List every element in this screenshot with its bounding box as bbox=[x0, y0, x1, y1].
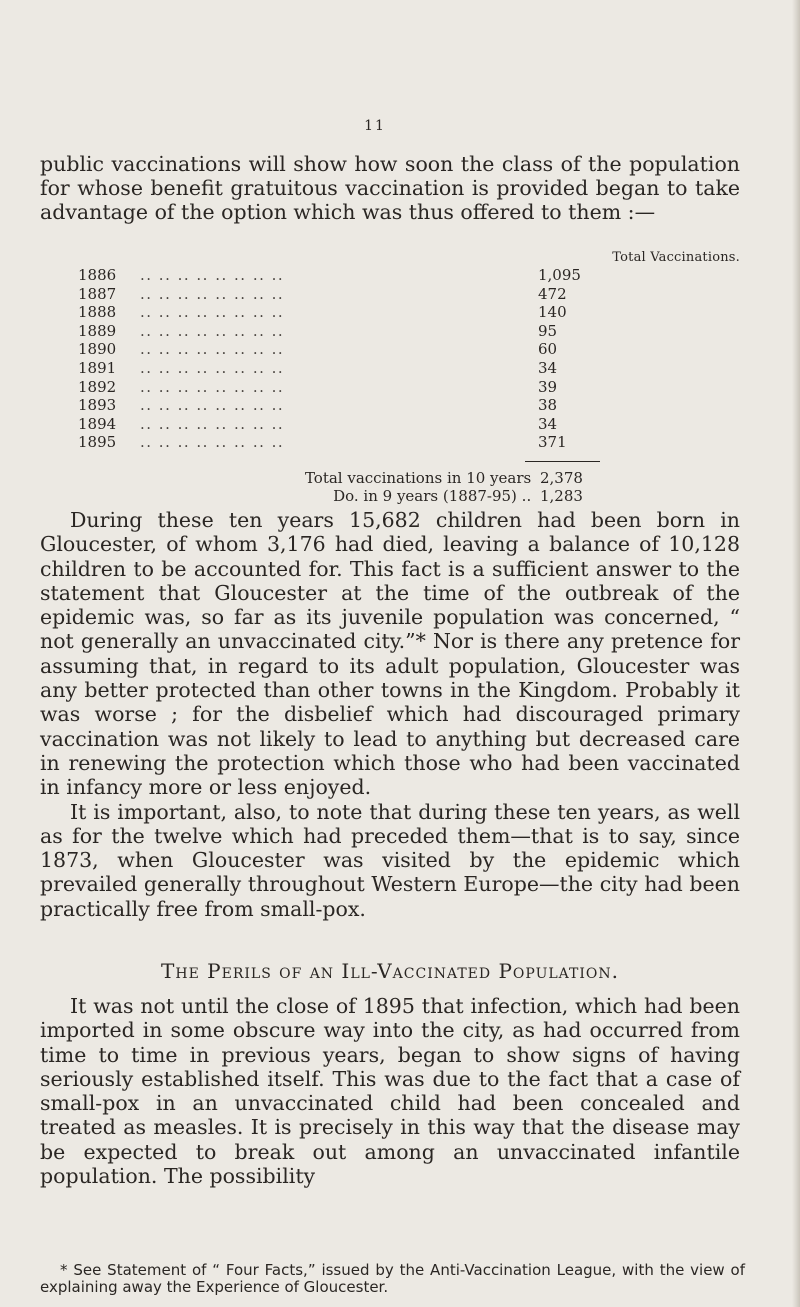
summary-row-nine-years bbox=[200, 487, 600, 505]
row-count: 34 bbox=[538, 358, 558, 377]
footnote bbox=[40, 1262, 745, 1296]
summary-label: Total vaccinations in 10 years bbox=[304, 469, 532, 487]
row-year: 1890 bbox=[78, 340, 117, 359]
row-year: 1892 bbox=[78, 377, 117, 396]
intro-paragraph: public vaccinations will show how soon the class of the population for whose benefit gratuitous vaccination is provided began to take advantage of the option which was thus offered to them :— bbox=[40, 152, 740, 224]
row-dot-leader: .. .. .. .. .. .. .. .. bbox=[140, 396, 285, 415]
row-year: 1894 bbox=[78, 414, 117, 433]
row-dot-leader: .. .. .. .. .. .. .. .. bbox=[140, 284, 285, 303]
summary-value: 1,283 bbox=[540, 487, 583, 505]
row-dot-leader: .. .. .. .. .. .. .. .. bbox=[140, 414, 285, 433]
body-section-one bbox=[40, 508, 740, 921]
row-dot-leader: .. .. .. .. .. .. .. .. bbox=[140, 358, 285, 377]
table-row bbox=[78, 378, 598, 397]
row-count: 95 bbox=[538, 321, 558, 340]
row-dot-leader: .. .. .. .. .. .. .. .. bbox=[140, 433, 285, 452]
body-paragraph: It is important, also, to note that during these ten years, as well as for the twelve which had preceded them—that is to say, since 1873, when Gloucester was visited by the epidemic which prevailed generally throughout Western Europe—the city had been practically free from small-pox. bbox=[40, 799, 740, 921]
row-year: 1895 bbox=[78, 433, 117, 452]
table-row bbox=[78, 340, 598, 359]
row-year: 1893 bbox=[78, 396, 117, 415]
row-dot-leader: .. .. .. .. .. .. .. .. bbox=[140, 377, 285, 396]
row-count: 34 bbox=[538, 414, 558, 433]
table-row bbox=[78, 303, 598, 322]
row-count: 371 bbox=[538, 433, 567, 452]
row-count: 38 bbox=[538, 396, 558, 415]
body-section-two bbox=[40, 994, 740, 1188]
table-row bbox=[78, 359, 598, 378]
body-paragraph: It was not until the close of 1895 that infection, which had been imported in some obscure way into the city, as had occurred from time to time in previous years, began to show signs of having seriously established itself. This was due to the fact that a case of small-pox in an unvaccinated child had been concealed and treated as measles. It is precisely in this way that the disease may be expected to break out among an unvaccinated infantile population. The possibility bbox=[40, 994, 740, 1189]
page-number: 11 bbox=[364, 118, 386, 134]
summary-label: Do. in 9 years (1887-95) .. bbox=[333, 487, 532, 505]
vaccination-table bbox=[78, 266, 598, 452]
row-year: 1888 bbox=[78, 303, 117, 322]
row-dot-leader: .. .. .. .. .. .. .. .. bbox=[140, 321, 285, 340]
row-count: 39 bbox=[538, 377, 558, 396]
table-row bbox=[78, 415, 598, 434]
row-year: 1891 bbox=[78, 358, 117, 377]
footnote-text: * See Statement of “ Four Facts,” issued by the Anti-Vaccination League, with the view of explaining away the Experience of Gloucester. bbox=[40, 1261, 745, 1296]
table-row bbox=[78, 285, 598, 304]
summary-value: 2,378 bbox=[540, 469, 583, 487]
table-row bbox=[78, 266, 598, 285]
row-dot-leader: .. .. .. .. .. .. .. .. bbox=[140, 266, 285, 284]
table-column-header: Total Vaccinations. bbox=[612, 250, 740, 265]
row-year: 1889 bbox=[78, 321, 117, 340]
row-dot-leader: .. .. .. .. .. .. .. .. bbox=[140, 303, 285, 322]
row-count: 1,095 bbox=[538, 266, 581, 284]
row-count: 140 bbox=[538, 303, 567, 322]
table-total-rule bbox=[525, 461, 600, 462]
table-row bbox=[78, 322, 598, 341]
row-count: 472 bbox=[538, 284, 567, 303]
summary-row-total bbox=[200, 469, 600, 487]
row-dot-leader: .. .. .. .. .. .. .. .. bbox=[140, 340, 285, 359]
row-year: 1886 bbox=[78, 266, 117, 284]
row-year: 1887 bbox=[78, 284, 117, 303]
body-paragraph: During these ten years 15,682 children had been born in Gloucester, of whom 3,176 had died, leaving a balance of 10,128 children to be accounted for. This fact is a sufficient answer to the statement that Gloucester at the time of the outbreak of the epidemic was, so far as its juvenile population was concerned, “ not generally an unvaccinated city.”* Nor is there any pretence for assuming that, in regard to its adult population, Gloucester was any better protected than other towns in the Kingdom. Probably it was worse ; for the disbelief which had discouraged primary vaccination was not likely to lead to anything but decreased care in renewing the protection which those who had been vaccinated in infancy more or less enjoyed. bbox=[40, 508, 740, 800]
page-edge-shadow bbox=[792, 0, 800, 1307]
table-row bbox=[78, 433, 598, 452]
section-heading: The Perils of an Ill-Vaccinated Population. bbox=[161, 959, 619, 983]
table-row bbox=[78, 396, 598, 415]
row-count: 60 bbox=[538, 340, 558, 359]
